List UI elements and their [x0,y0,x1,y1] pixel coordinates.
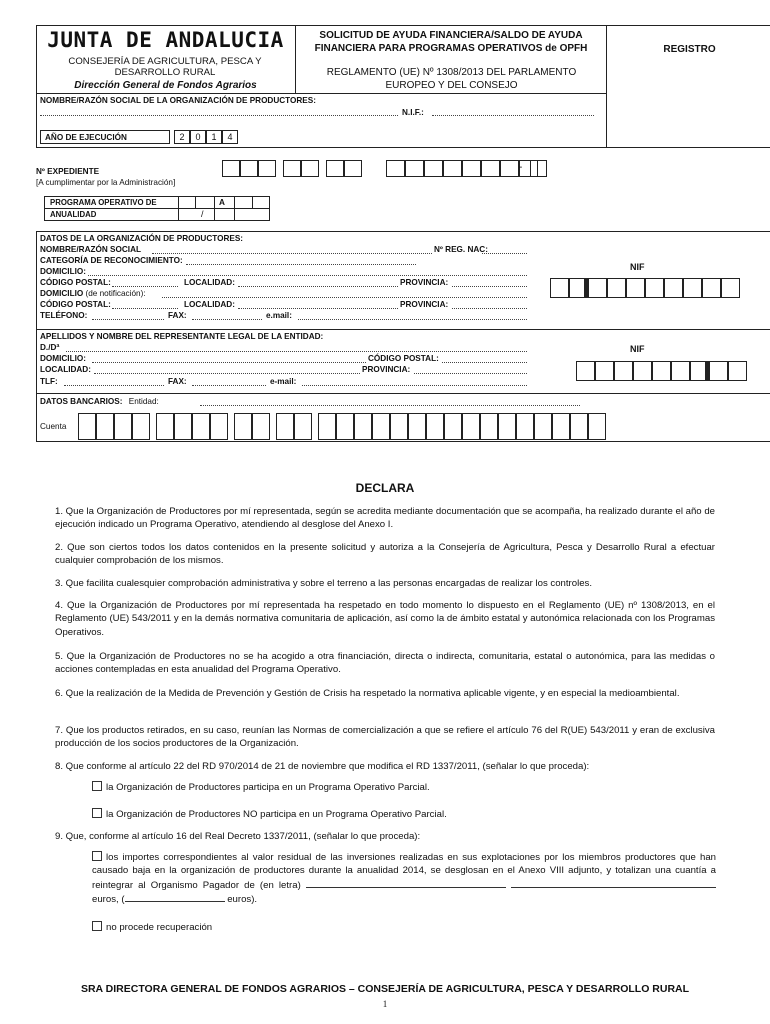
cuenta-cell[interactable] [210,413,228,440]
cuenta-cell[interactable] [234,413,252,440]
cuenta-cell[interactable] [336,413,354,440]
nif-field[interactable] [432,108,594,116]
anio-digit[interactable]: 1 [206,130,222,144]
nif-cell[interactable] [588,278,607,298]
dona-field[interactable] [66,344,527,352]
dona-label: D./Dª [40,343,60,352]
cp-field[interactable] [112,279,178,287]
cp-label: CÓDIGO POSTAL: [40,278,111,287]
expediente-note: [A cumplimentar por la Administración] [36,178,176,187]
domicilio-field[interactable] [88,268,527,276]
nif-op-label: NIF [630,262,645,272]
nif-cell[interactable] [690,361,709,381]
item9-option-1-text: los importes correspondientes al valor residual de las inversiones realizadas en sus explotaciones por los miembros productores que han causado baja en la organización de productores durante la anualidad 2014, se desglosan en el Anexo VIII adjunto, y totalizan una cuantía a reintegrar al Organismo Pagador de (en letra) [92,852,716,891]
bancarios-row [40,397,159,406]
reg-nac-field[interactable] [482,246,527,254]
nif-cell[interactable] [614,361,633,381]
expediente-dash: - [519,162,523,173]
localidad2-field[interactable] [238,301,398,309]
declara-item-1: 1. Que la Organización de Productores por mí representada, según se acredita mediante documentación que se acompaña, ha realizado durante el año de ejecución indicado un Programa Operativo, atendiendo al desglose del Anexo I. [55,506,715,531]
rep-localidad-label: LOCALIDAD: [40,365,91,374]
nif-cell[interactable] [550,278,569,298]
rep-tlf-label: TLF: [40,377,58,386]
nombre-op-field[interactable] [40,108,398,116]
rep-tlf-field[interactable] [64,378,164,386]
nif-cell[interactable] [664,278,683,298]
declara-item-9: 9. Que, conforme al artículo 16 del Real Decreto 1337/2011, (señalar lo que proceda): [55,831,421,842]
datos-op-hline1 [36,329,770,330]
consejeria-name: CONSEJERÍA DE AGRICULTURA, PESCA Y DESARROLLO RURAL [68,56,262,78]
cuenta-cell[interactable] [78,413,96,440]
cuenta-cell[interactable] [294,413,312,440]
declara-title: DECLARA [355,481,415,495]
programa-vline1 [178,196,179,221]
nif-op-cells [550,278,740,298]
bancarios-title: DATOS BANCARIOS: [40,397,123,406]
importe-letra-field[interactable] [306,878,506,888]
expediente-cell[interactable] [283,160,301,177]
nif-cell[interactable] [576,361,595,381]
nif-rep-cells [576,361,747,381]
provincia-field[interactable] [452,279,527,287]
rep-cp-field[interactable] [442,355,527,363]
item9-option-2-text: no procede recuperación [106,922,213,933]
cuenta-cell[interactable] [96,413,114,440]
cuenta-cell[interactable] [480,413,498,440]
anio-cells [174,130,238,144]
domicilio-notif-field[interactable] [162,290,527,298]
rep-fax-field[interactable] [192,378,266,386]
email-label: e.mail: [266,311,292,320]
nif-cell[interactable] [652,361,671,381]
importe-cifra-field[interactable] [125,892,225,902]
programa-label: PROGRAMA OPERATIVO DE [50,198,157,207]
localidad2-label: LOCALIDAD: [184,300,235,309]
nif-cell[interactable] [721,278,740,298]
expediente-label: Nº EXPEDIENTE [36,167,100,176]
item9-option-1 [92,851,716,906]
declara-item-3: 3. Que facilita cualesquier comprobación administrativa y sobre el terreno a las personas encargadas de realizar los controles. [55,578,592,589]
rep-domicilio-field[interactable] [92,355,366,363]
expediente-cell[interactable] [500,160,519,177]
nif-cell[interactable] [709,361,728,381]
nombre-label: NOMBRE/RAZÓN SOCIAL [40,245,141,254]
expediente-cell[interactable] [240,160,258,177]
rep-email-field[interactable] [302,378,527,386]
categoria-label: CATEGORÍA DE RECONOCIMIENTO: [40,256,183,265]
cuenta-cell[interactable] [498,413,516,440]
cuenta-cell[interactable] [408,413,426,440]
nif-cell[interactable] [645,278,664,298]
declara-item-8: 8. Que conforme al artículo 22 del RD 970/2014 de 21 de noviembre que modifica el RD 1337/2011, (señalar lo que proceda): [55,761,590,772]
entidad-label: Entidad: [128,397,159,406]
cuenta-cell[interactable] [462,413,480,440]
programa-vline3 [214,196,215,221]
nif-cell[interactable] [569,278,588,298]
item9-euros-2: euros). [227,893,258,905]
provincia2-field[interactable] [452,301,527,309]
datos-op-title: DATOS DE LA ORGANIZACIÓN DE PRODUCTORES: [40,234,244,243]
reg-nac-label: Nº REG. NAC: [434,245,488,254]
item8-option-2 [92,808,712,821]
expediente-cell[interactable] [258,160,276,177]
item9-euros-1: euros, ( [92,893,125,905]
expediente-cell[interactable] [326,160,344,177]
rep-fax-label: FAX: [168,377,187,386]
categoria-field[interactable] [186,257,416,265]
nombre-field[interactable] [152,246,432,254]
nif-cell[interactable] [728,361,747,381]
footer-addressee: SRA DIRECTORA GENERAL DE FONDOS AGRARIOS – CONSEJERÍA DE AGRICULTURA, PESCA Y DESARROLLO RURAL [80,983,690,995]
localidad-field[interactable] [238,279,398,287]
cp2-label: CÓDIGO POSTAL: [40,300,111,309]
nif-cell[interactable] [683,278,702,298]
fax-field[interactable] [192,312,262,320]
cuenta-cell[interactable] [192,413,210,440]
telefono-label: TELÉFONO: [40,311,88,320]
item8-option-2-text: la Organización de Productores NO participa en un Programa Operativo Parcial. [106,809,447,820]
junta-logo-text: JUNTA DE ANDALUCIA [47,28,284,52]
provincia2-label: PROVINCIA: [400,300,449,309]
cuenta-cell[interactable] [516,413,534,440]
cuenta-cell[interactable] [372,413,390,440]
rep-localidad-field[interactable] [94,366,360,374]
anio-digit[interactable]: 2 [174,130,190,144]
nif-cell[interactable] [702,278,721,298]
domicilio-notif-row [40,289,146,298]
cuenta-cell[interactable] [552,413,570,440]
declara-item-7: 7. Que los productos retirados, en su caso, reunían las Normas de comercialización a que se refiere el artículo 76 del R(UE) 543/2011 y eran de exclusiva producción de los socios productores de la Organización. [55,725,715,750]
rep-email-label: e-mail: [270,377,297,386]
declara-item-5: 5. Que la Organización de Productores no se ha acogido a otra financiación, directa o indirecta, comunitaria, estatal o autonómica, para las medidas o acciones contempladas en esta anualidad del Programa Operativo. [55,651,715,676]
fax-label: FAX: [168,311,187,320]
rep-cp-label: CÓDIGO POSTAL: [368,354,439,363]
provincia-label: PROVINCIA: [400,278,449,287]
expediente-cell[interactable] [386,160,405,177]
reglamento-text: REGLAMENTO (UE) Nº 1308/2013 DEL PARLAMENTO EUROPEO Y DEL CONSEJO [326,67,577,91]
rep-provincia-label: PROVINCIA: [362,365,411,374]
nif-cell[interactable] [633,361,652,381]
domicilio-label: DOMICILIO: [40,267,86,276]
telefono-field[interactable] [92,312,164,320]
expediente-cell[interactable] [462,160,481,177]
cuenta-cell[interactable] [156,413,174,440]
page-number: 1 [382,999,388,1009]
cuenta-cell[interactable] [318,413,336,440]
rep-domicilio-label: DOMICILIO: [40,354,86,363]
cuenta-cell[interactable] [354,413,372,440]
nif-cell[interactable] [671,361,690,381]
cuenta-cell[interactable] [588,413,606,440]
item8-option-1 [92,781,712,794]
cuenta-cell[interactable] [114,413,132,440]
item8-option-1-text: la Organización de Productores participa en un Programa Operativo Parcial. [106,782,430,793]
programa-hline [44,208,270,209]
cuenta-cell[interactable] [444,413,462,440]
representante-title: APELLIDOS Y NOMBRE DEL REPRESENTANTE LEGAL DE LA ENTIDAD: [40,332,324,341]
cuenta-label: Cuenta [40,422,67,431]
cuenta-cell[interactable] [174,413,192,440]
expediente-cell[interactable] [481,160,500,177]
anualidad-label: ANUALIDAD [50,210,97,219]
nif-cell[interactable] [607,278,626,298]
anualidad-slash: / [201,209,204,219]
nif-rep-label: NIF [630,344,645,354]
programa-vline2 [195,196,196,208]
anio-digit[interactable]: 0 [190,130,206,144]
header-hline [36,93,606,94]
email-field[interactable] [298,312,527,320]
anio-label: AÑO DE EJECUCIÓN [40,130,170,144]
programa-vline5 [252,196,253,208]
programa-vline4 [234,196,235,221]
registro-label: REGISTRO [663,44,716,55]
nif-cell[interactable] [626,278,645,298]
item9-option-2 [92,921,712,934]
expediente-check-cell[interactable] [530,160,547,177]
item9-checkbox-2[interactable] [92,921,102,931]
cuenta-cell[interactable] [534,413,552,440]
entidad-field[interactable] [200,398,580,406]
expediente-cell[interactable] [301,160,319,177]
nombre-op-label: NOMBRE/RAZÓN SOCIAL DE LA ORGANIZACIÓN DE PRODUCTORES: [40,96,316,105]
direccion-name: Dirección General de Fondos Agrarios [74,80,257,91]
programa-a-letter: A [219,198,225,207]
expediente-cells [222,160,538,177]
nif-label: N.I.F.: [402,108,424,117]
cuenta-cells [78,413,606,440]
expediente-cell[interactable] [222,160,240,177]
localidad-label: LOCALIDAD: [184,278,235,287]
importe-letra-field-2[interactable] [511,878,716,888]
notif-note: (de notificación): [85,289,146,298]
expediente-cell[interactable] [443,160,462,177]
cuenta-cell[interactable] [276,413,294,440]
declara-item-6: 6. Que la realización de la Medida de Prevención y Gestión de Crisis ha respetado la normativa aplicable vigente, y en especial la medioambiental. [55,688,680,699]
declara-item-2: 2. Que son ciertos todos los datos contenidos en la presente solicitud y autoriza a la Consejería de Agricultura, Pesca y Desarrollo Rural a efectuar cualquier comprobación de los mismos. [55,542,715,567]
expediente-cell[interactable] [344,160,362,177]
datos-op-hline2 [36,393,770,394]
item8-checkbox-2[interactable] [92,808,102,818]
form-title: SOLICITUD DE AYUDA FINANCIERA/SALDO DE AYUDA FINANCIERA PARA PROGRAMAS OPERATIVOS de OPFH [314,30,588,54]
item9-checkbox-1[interactable] [92,851,102,861]
cuenta-cell[interactable] [390,413,408,440]
cuenta-cell[interactable] [426,413,444,440]
declara-item-4: 4. Que la Organización de Productores por mí representada ha respetado en todo momento lo dispuesto en el Reglamento (UE) nº 1308/2013, en el Reglamento (UE) 543/2011 y en la demás normativa comunitaria de aplicación, así como la de ámbito estatal y autonómica relacionada con los Programas Operativos. [55,600,715,638]
cuenta-cell[interactable] [132,413,150,440]
anio-digit[interactable]: 4 [222,130,238,144]
expediente-cell[interactable] [405,160,424,177]
expediente-cell[interactable] [424,160,443,177]
item8-checkbox-1[interactable] [92,781,102,791]
domicilio-notif-label: DOMICILIO [40,289,84,298]
cp2-field[interactable] [112,301,178,309]
nif-cell[interactable] [595,361,614,381]
rep-provincia-field[interactable] [414,366,527,374]
cuenta-cell[interactable] [570,413,588,440]
cuenta-cell[interactable] [252,413,270,440]
